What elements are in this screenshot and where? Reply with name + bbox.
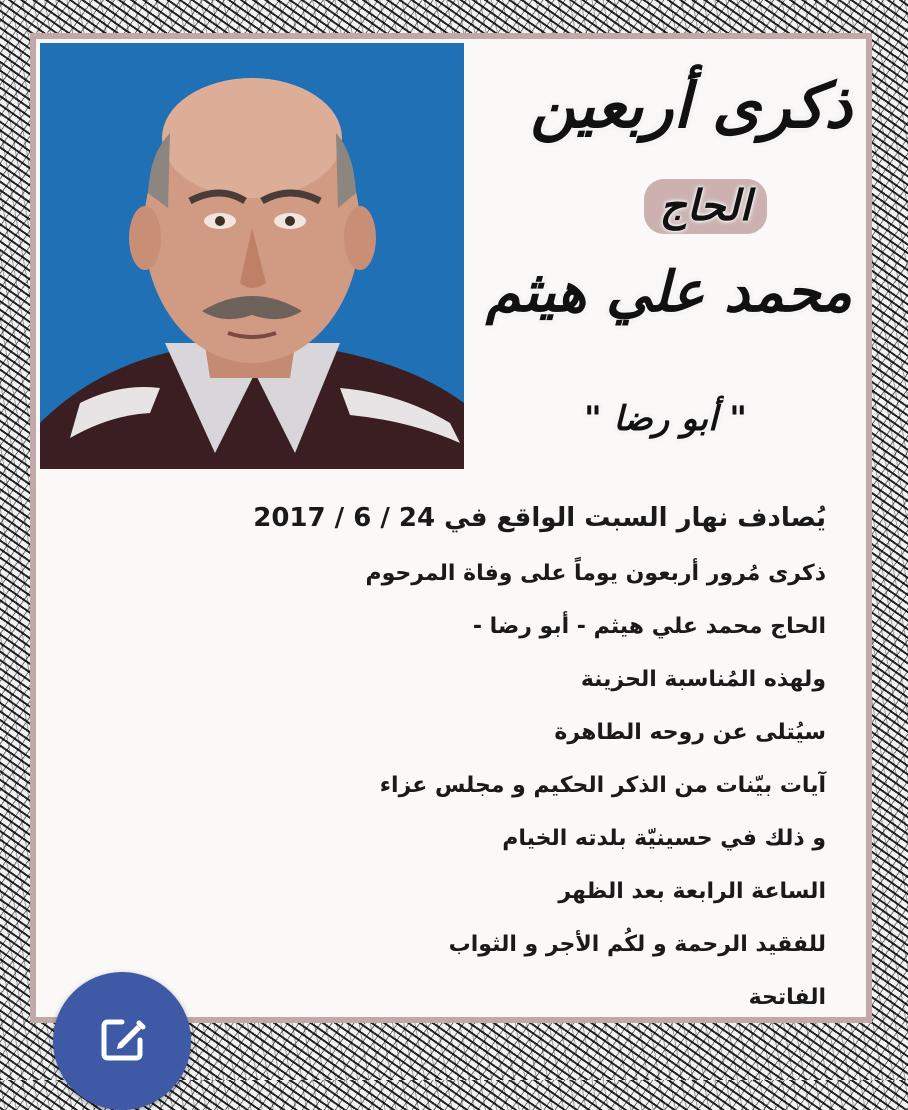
memorial-card xyxy=(30,33,872,1023)
deceased-name: محمد علي هيثم xyxy=(485,259,852,325)
portrait-photo xyxy=(40,43,464,469)
announcement-line: الفاتحة xyxy=(748,985,826,1010)
announcement-line: سيُتلى عن روحه الطاهرة xyxy=(554,720,826,745)
announcement-line: ذكرى مُرور أربعون يوماً على وفاة المرحوم xyxy=(365,561,826,586)
memorial-heading: ذكرى أربعين xyxy=(530,69,852,142)
announcement-line: و ذلك في حسينيّة بلدته الخيام xyxy=(502,826,826,851)
announcement-line: ولهذه المُناسبة الحزينة xyxy=(580,667,826,692)
compose-button[interactable] xyxy=(53,972,191,1110)
announcement-line: يُصادف نهار السبت الواقع في 24 / 6 / 2017 xyxy=(253,503,826,533)
portrait-illustration xyxy=(40,43,464,469)
announcement-line: الحاج محمد علي هيثم - أبو رضا - xyxy=(472,614,826,639)
announcement-text xyxy=(186,489,826,1024)
honorific-label: الحاج xyxy=(644,179,768,234)
edit-icon xyxy=(96,972,148,1070)
announcement-line: آيات بيّنات من الذكر الحكيم و مجلس عزاء xyxy=(379,773,826,798)
announcement-line: للفقيد الرحمة و لكُم الأجر و الثواب xyxy=(448,932,826,957)
announcement-line: الساعة الرابعة بعد الظهر xyxy=(558,879,826,904)
deceased-nickname: " أبو رضا " xyxy=(583,399,747,439)
title-block xyxy=(466,39,872,469)
